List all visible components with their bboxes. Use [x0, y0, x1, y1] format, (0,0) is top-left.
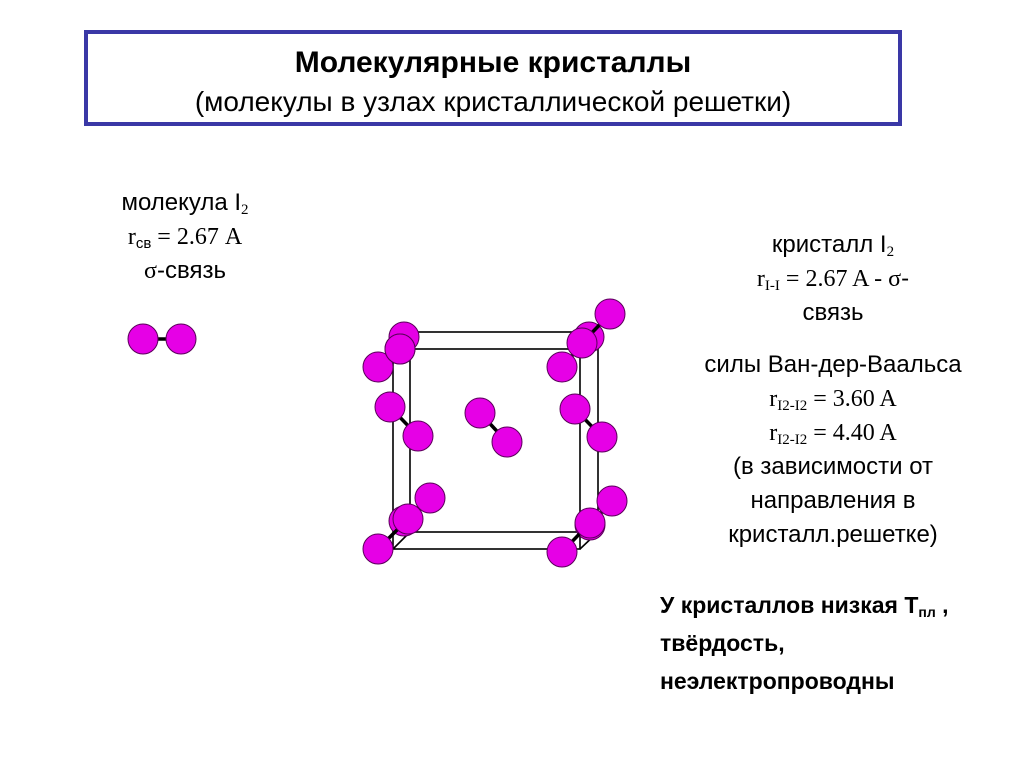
- atom: [128, 324, 158, 354]
- atom: [560, 394, 590, 424]
- conclusion-line-2: твёрдость,: [660, 630, 785, 656]
- crystal-bond-length: $r_{I-I} = 2.67$ A - σ-: [756, 265, 910, 294]
- atom: [363, 534, 393, 564]
- vdw-distance-1: $r_{I2-I2} = 3.60$ A: [769, 386, 897, 414]
- atom: [385, 334, 415, 364]
- atom: [403, 421, 433, 451]
- i2-molecule: [465, 398, 522, 457]
- molecule-bond-length: $r_{св} = 2.67$ A: [127, 224, 243, 252]
- vdw-note-2: направления в: [750, 487, 916, 514]
- atom: [575, 508, 605, 538]
- i2-molecule: [560, 394, 617, 452]
- atom: [393, 504, 423, 534]
- atom: [587, 422, 617, 452]
- atom: [465, 398, 495, 428]
- i2-molecule: [375, 392, 433, 451]
- i2-molecule: [567, 299, 625, 358]
- atom: [492, 427, 522, 457]
- page-subtitle: (молекулы в узлах кристаллической решетки): [194, 86, 792, 117]
- i2-molecule: [128, 324, 196, 354]
- vdw-label: силы Ван-дер-Ваальса: [704, 351, 962, 378]
- atom: [415, 483, 445, 513]
- atom: [547, 537, 577, 567]
- molecule-bond-type: σ-связь: [144, 257, 226, 284]
- atom: [166, 324, 196, 354]
- crystal-bond-type: связь: [802, 299, 864, 326]
- atom: [567, 328, 597, 358]
- atom: [597, 486, 627, 516]
- conclusion-line-3: неэлектропроводны: [660, 668, 895, 694]
- atom: [547, 352, 577, 382]
- vdw-note-3: кристалл.решетке): [728, 521, 938, 548]
- page-title: Молекулярные кристаллы: [294, 46, 692, 79]
- i2-molecule: [385, 334, 415, 364]
- conclusion-line-1: У кристаллов низкая $Т_{пл}$ ,: [660, 592, 949, 620]
- atom: [595, 299, 625, 329]
- vdw-distance-2: $r_{I2-I2} = 4.40$ A: [769, 420, 897, 448]
- atom: [375, 392, 405, 422]
- vdw-note-1: (в зависимости от: [732, 453, 934, 480]
- molecule-label: молекула $I_2$: [121, 189, 249, 218]
- crystal-label: кристалл $I_2$: [771, 231, 895, 260]
- lattice-molecules: [363, 299, 627, 567]
